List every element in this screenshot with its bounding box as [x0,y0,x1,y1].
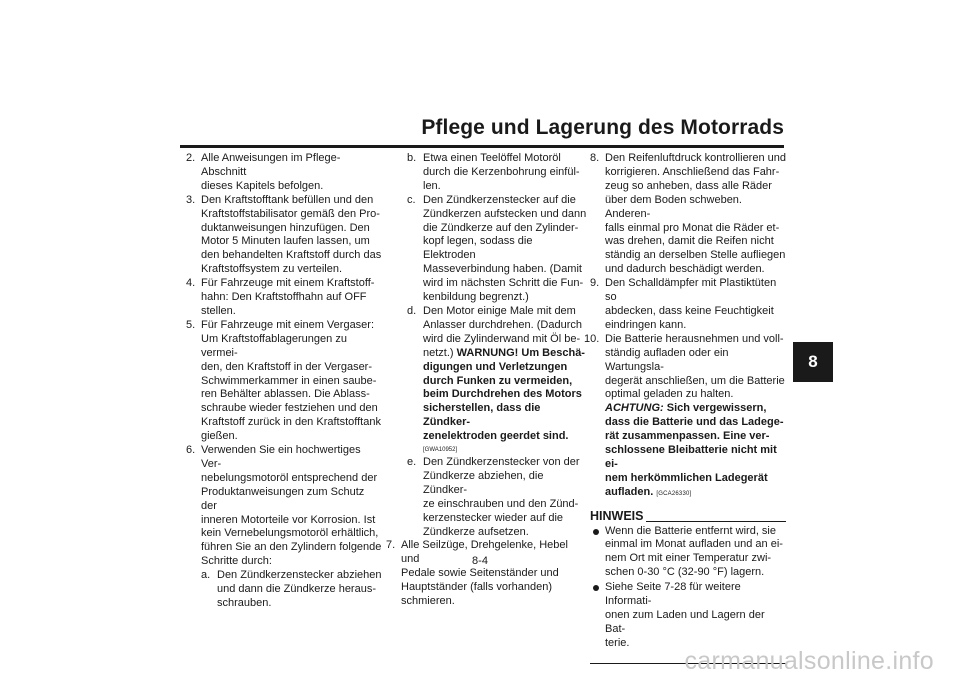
substep-letter: e. [407,456,417,469]
text-line: Zündkerze aufsetzen. [423,525,529,538]
caution-text: Sich vergewissern, [663,402,767,415]
text-line: kein Vernebelungsmotoröl erhältlich, [201,527,379,540]
column-middle [386,152,588,609]
note-bullet [590,581,786,651]
text-line: degerät anschließen, um die Batterie [605,374,785,387]
text-fragment: netzt.) [423,346,457,359]
text-line: stellen. [201,304,236,317]
bullet-dot-icon [593,529,599,535]
substep-b [407,152,588,194]
text-line: Produktanweisungen zum Schutz der [201,485,365,512]
text-line: falls einmal pro Monat die Räder et- [605,221,780,234]
text-line: korrigieren. Anschließend das Fahr- [605,165,780,178]
text-line: schrauben. [217,597,272,609]
substep-letter: b. [407,152,417,164]
step-number: 5. [186,318,196,331]
text-line: Pedale sowie Seitenständer und [401,567,559,580]
column-right [584,152,786,664]
text-line: wird die Zylinderwand mit Öl be- [423,332,581,345]
caution-line [605,402,786,416]
text-line: die Zündkerze auf den Zylinder- [423,221,579,234]
caution-text-line: schlossene Bleibatterie nicht mit ei- [605,444,777,470]
substep-c [407,194,588,305]
text-line: was drehen, damit die Reifen nicht [605,235,774,248]
caution-code: [GCA26330] [656,490,692,497]
text-line: Für Fahrzeuge mit einem Kraftstoff- [201,277,375,290]
text-line: Den Zündkerzenstecker von der [423,456,580,469]
step-9 [590,277,786,333]
text-line: duktanweisungen hinzufügen. Den [201,221,370,234]
text-line: Etwa einen Teelöffel Motoröl [423,152,561,164]
text-line: Für Fahrzeuge mit einem Vergaser: [201,318,375,331]
text-line: Schwimmerkammer in einen saube- [201,374,377,387]
text-line: ren Behälter ablassen. Die Ablass- [201,388,370,401]
text-line: Anlasser durchdrehen. (Dadurch [423,318,582,331]
note-bullet [590,525,786,581]
text-line: Den Schalldämpfer mit Plastiktüten so [605,277,777,304]
caution-text-line: nem herkömmlichen Ladegerät [605,471,768,484]
text-line: hahn: Den Kraftstoffhahn auf OFF [201,291,367,304]
text-line: Masseverbindung haben. (Damit [423,263,582,276]
substep-letter: d. [407,304,417,317]
step-2 [186,152,382,194]
caution-text-line: rät zusammenpassen. Eine ver- [605,430,770,443]
note-heading-rule [646,521,786,522]
text-line: kenbildung begrenzt.) [423,291,529,304]
text-line: Um Kraftstoffablagerungen zu vermei- [201,332,347,359]
text-line: Wenn die Batterie entfernt wird, sie [605,524,776,537]
text-line: dieses Kapitels befolgen. [201,179,324,192]
warning-code: [GWA10952] [423,447,458,454]
text-line: Motor 5 Minuten laufen lassen, um [201,235,370,248]
text-line: optimal geladen zu halten. [605,388,734,401]
text-line: den, den Kraftstoff in der Vergaser- [201,360,373,373]
warning-text-line: sicherstellen, dass die Zündker- [423,402,541,429]
text-line: terie. [605,636,630,649]
step-6-continued [392,152,588,539]
text-line: Die Batterie herausnehmen und voll- [605,332,784,345]
step-number: 10. [584,332,600,345]
note-heading [590,510,786,524]
caution-label: ACHTUNG: [605,402,664,415]
warning-text-line: zenelektroden geerdet sind. [423,430,569,443]
text-line: Den Zündkerzenstecker auf die [423,193,576,206]
text-line: und dann die Zündkerze heraus- [217,583,376,596]
column-left [186,152,382,611]
step-8 [590,152,786,277]
text-line: durch die Kerzenbohrung einfül- [423,165,580,178]
text-line: Den Motor einige Male mit dem [423,304,576,317]
text-line: eindringen kann. [605,318,687,331]
text-line: kopf legen, sodass die Elektroden [423,235,533,262]
text-line: kerzenstecker wieder auf die [423,511,564,524]
step-number: 7. [386,539,396,552]
substep-d [407,305,588,456]
warning-text-line: beim Durchdrehen des Motors [423,388,582,401]
text-line: len. [423,179,441,192]
text-line: Schritte durch: [201,555,272,568]
text-line: Zündkerzen aufstecken und dann [423,207,587,220]
step-number: 6. [186,444,196,457]
warning-line [423,347,588,361]
text-line: abdecken, dass keine Feuchtigkeit [605,304,774,317]
step-number: 2. [186,152,196,164]
section-tab: 8 [793,342,833,382]
text-line: zeug so anheben, dass alle Räder [605,179,772,192]
text-line: Alle Seilzüge, Drehgelenke, Hebel und [401,539,568,566]
watermark: carmanualsonline.info [684,647,934,675]
step-10 [584,333,786,502]
step-3 [186,194,382,277]
caution-last-line [605,486,786,502]
step-4 [186,277,382,319]
text-line: ze einschrauben und den Zünd- [423,497,579,510]
step-number: 9. [590,277,600,290]
substep-letter: a. [201,569,211,582]
bullet-dot-icon [593,585,599,591]
page-title: Pflege und Lagerung des Motorrads [421,116,784,139]
text-line: Den Reifenluftdruck kontrollieren und [605,152,786,164]
text-line: einmal im Monat aufladen und an ei- [605,538,783,551]
text-line: den behandelten Kraftstoff durch das [201,249,382,262]
note-label: HINWEIS [590,508,644,523]
step-5 [186,319,382,444]
text-line: Zündkerze abziehen, die Zündker- [423,469,544,496]
caution-text-line: dass die Batterie und das Ladege- [605,416,784,429]
text-line: Den Zündkerzenstecker abziehen [217,569,382,582]
warning-label: WARNUNG! Um Beschä- [456,346,585,359]
text-line: ständig aufladen oder ein Wartungsla- [605,346,729,373]
text-line: nebelungsmotoröl entsprechend der [201,471,378,484]
caution-text: aufladen. [605,485,654,498]
page-number: 8-4 [472,555,488,567]
step-number: 3. [186,193,196,206]
text-line: nem Ort mit einer Temperatur zwi- [605,552,772,565]
text-line: ständig an derselben Stelle aufliegen [605,249,786,262]
step-number: 8. [590,152,600,164]
text-line: inneren Motorteile vor Korrosion. Ist [201,513,376,526]
text-line: Siehe Seite 7-28 für weitere Informati- [605,581,741,608]
text-line: schraube wieder festziehen und den [201,402,378,415]
step-number: 4. [186,277,196,290]
text-line: und dadurch beschädigt werden. [605,263,765,276]
step-7 [386,539,588,609]
text-line: führen Sie an den Zylindern folgende [201,541,382,554]
text-line: über dem Boden schweben. Anderen- [605,193,742,220]
step-6 [186,444,382,611]
text-line: Kraftstoffstabilisator gemäß den Pro- [201,207,380,220]
text-line: gießen. [201,430,238,443]
substep-a [201,569,382,611]
title-rule [180,145,784,148]
text-line: Den Kraftstofftank befüllen und den [201,193,374,206]
text-line: Hauptständer (falls vorhanden) [401,581,553,594]
substep-e [407,456,588,539]
substep-letter: c. [407,193,416,206]
warning-text-line: durch Funken zu vermeiden, [423,374,573,387]
text-line: wird im nächsten Schritt die Fun- [423,277,584,290]
text-line: schmieren. [401,595,455,608]
text-line: Alle Anweisungen im Pflege-Abschnitt [201,152,341,178]
text-line: Verwenden Sie ein hochwertiges Ver- [201,444,361,470]
text-line: onen zum Laden und Lagern der Bat- [605,609,765,635]
text-line: Kraftstoffsystem zu verteilen. [201,263,343,276]
text-line: schen 0-30 °C (32-90 °F) lagern. [605,566,765,579]
text-line: Kraftstoff zurück in den Kraftstofftank [201,416,381,429]
warning-text-line: digungen und Verletzungen [423,360,568,373]
